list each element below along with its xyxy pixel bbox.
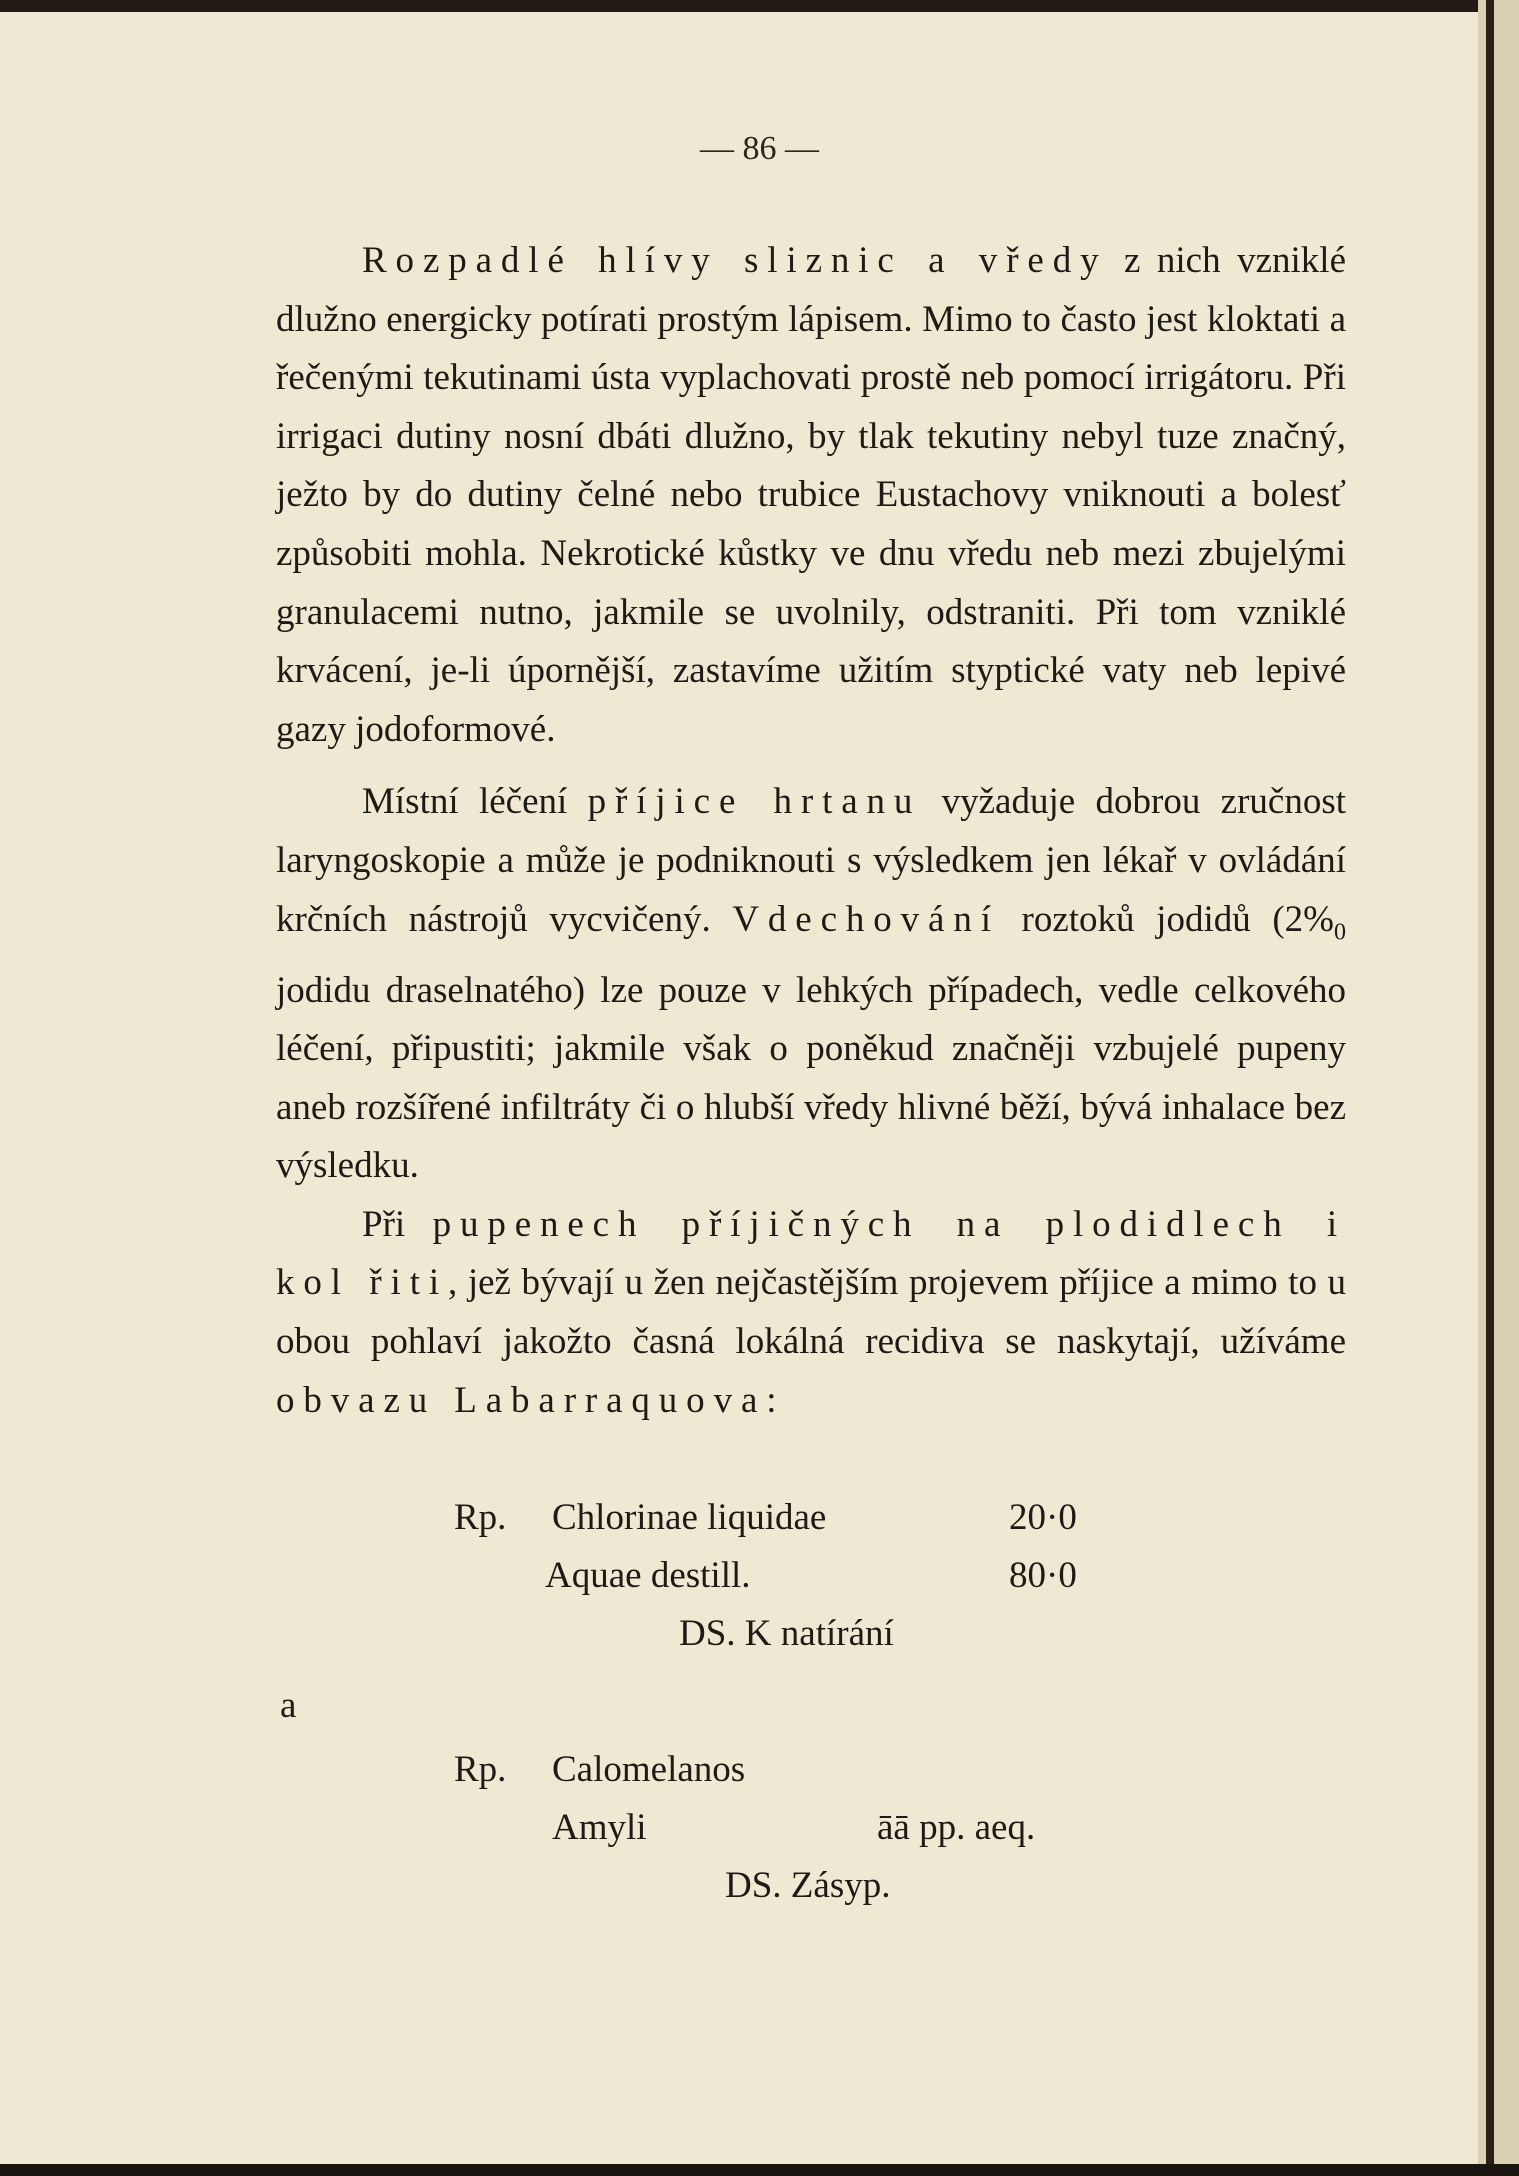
prescription-1-item-2: Aquae destill.: [545, 1555, 751, 1596]
paragraph-1-part-2: z nich vzniklé dlužno energicky potírati prostým lápisem. Mimo to často jest kloktati a řečenými tekutinami ústa vyplachovati prostě neb pomocí irrigátoru. Při irrigaci dutiny nosní dbáti dlužno, by tlak tekutiny nebyl tuze značný, ježto by do dutiny čelné nebo trubice Eustachovy vniknouti a bolesť způsobiti mohla. Nekrotické kůstky ve dnu vředu neb mezi zbujelými granulacemi nutno, jakmile se uvolnily, odstraniti. Při tom vzniklé krvácení, je-li úpornější, zastavíme užitím styptické vaty neb lepivé gazy jodoformové.: [276, 240, 1346, 750]
paragraph-2-part-1: Místní léčení: [362, 781, 588, 823]
paragraph-1: [276, 232, 1346, 759]
prescription-2-item-1: Calomelanos: [552, 1749, 746, 1790]
paragraph-1-part-1: Rozpadlé hlívy sliznic a vředy: [362, 240, 1108, 281]
prescription-2-signature: DS. Zásyp.: [725, 1865, 891, 1906]
prescription-1-amount-1: 20·0: [1009, 1497, 1077, 1538]
scan-right-edge: [1478, 0, 1519, 2176]
prescription-1-item-1: Chlorinae liquidae: [552, 1497, 827, 1538]
page-number: — 86 —: [700, 130, 819, 167]
percent-subscript: 0: [1333, 918, 1346, 945]
prescription-1-amount-2: 80·0: [1009, 1555, 1077, 1596]
book-spine-shadow: [1486, 0, 1494, 2176]
paragraph-2-part-7: jodidu draselnatého) lze pouze v lehkých případech, vedle celkového léčení, připustiti; jakmile však o poněkud značněji vzbujelé pupeny aneb rozšířené infiltráty či o hlubší vředy hlivné běží, bývá inhalace bez výsledku.: [276, 969, 1346, 1187]
paragraph-2-part-4: Vdechování: [732, 898, 1000, 940]
prescription-2-amount-2: āā pp. aeq.: [877, 1807, 1036, 1848]
prescription-2-item-2: Amyli: [552, 1807, 647, 1848]
paragraph-2-part-5: roztoků jodidů (2%: [999, 898, 1334, 940]
connector-a: a: [280, 1685, 297, 1726]
prescription-1-signature: DS. K natírání: [679, 1613, 894, 1654]
scan-bottom-border: [0, 2164, 1519, 2176]
body-text: [276, 232, 1346, 1430]
paragraph-3-part-3: , jež bývají u žen nejčastějším projevem příjice a mimo to u obou pohlaví jakožto časná lokálná recidiva se naskytají, užíváme: [276, 1262, 1346, 1363]
prescription-1-rp: Rp.: [454, 1497, 507, 1538]
prescription-2-rp: Rp.: [454, 1749, 507, 1790]
paragraph-2: [276, 773, 1346, 1196]
paragraph-3-part-2: pupenech příjičných na plodidlech i kol řiti: [276, 1203, 1346, 1304]
paragraph-3-part-4: obvazu Labarraquova:: [276, 1379, 786, 1421]
scan-top-border: [0, 0, 1519, 12]
paragraph-2-part-3: vyžaduje dobrou zručnost laryngoskopie a může je podniknouti s výsledkem jen lékař v ovládání krčních nástrojů vycvičený.: [276, 781, 1347, 940]
paragraph-3-part-1: Při: [362, 1203, 433, 1245]
paragraph-2-part-2: příjice hrtanu: [587, 781, 922, 823]
paragraph-3: [276, 1196, 1346, 1430]
